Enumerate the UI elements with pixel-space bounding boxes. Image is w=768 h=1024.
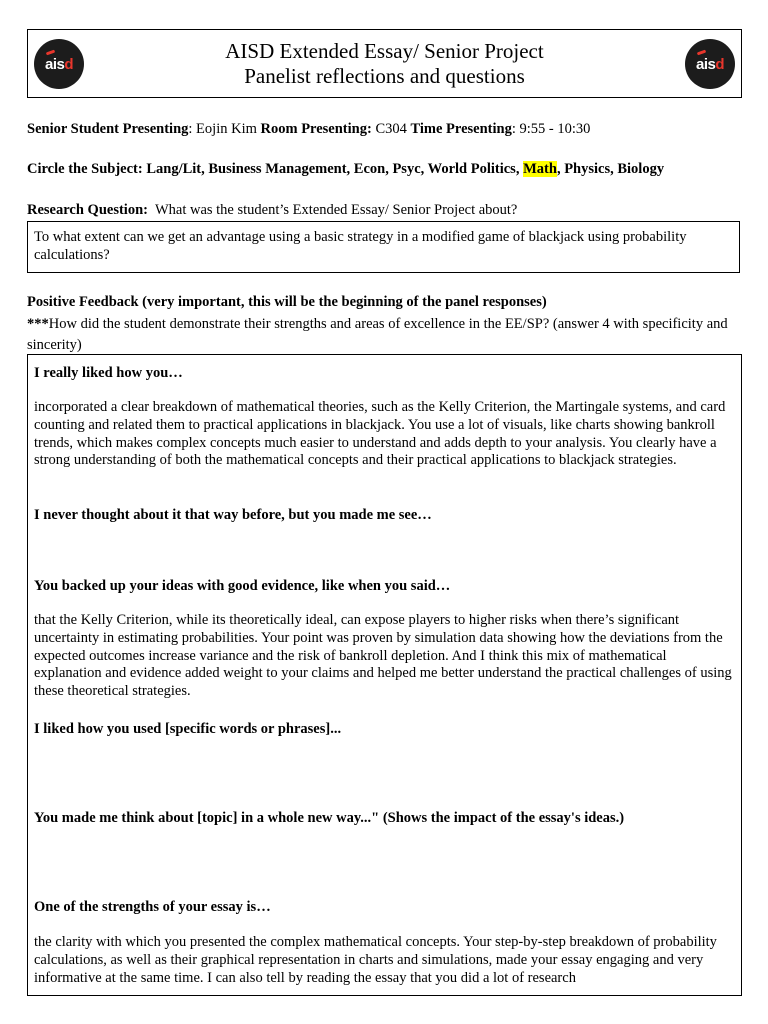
selected-subject: Math (523, 161, 557, 177)
aisd-logo-right (685, 39, 735, 89)
research-question-prompt: What was the student’s Extended Essay/ Senior Project about? (147, 202, 518, 218)
logo-text: ais (695, 55, 716, 73)
feedback-prompt: I never thought about it that way before, but you made me see… (34, 507, 432, 523)
header-box (27, 29, 742, 98)
time-label: Time Presenting (410, 121, 512, 137)
feedback-box (27, 354, 742, 996)
student-value: : Eojin Kim (188, 121, 261, 137)
feedback-response: that the Kelly Criterion, while its theoretically ideal, can expose players to higher risks when there’s significant uncertainty in estimating probabilities. Your point was proven by simulation data showing how the deviations from the expected outcomes increase variance and the risk of bankroll depletion. And I think this mix of mathematical explanation and evidence added weight to your claims and helped me better understand the practical challenges of using these theoretical strategies. (34, 612, 732, 700)
presenting-line (27, 120, 590, 138)
research-question-label: Research Question: (27, 202, 148, 218)
logo-text-accent: d (715, 55, 725, 73)
logo-text: ais (44, 55, 65, 73)
feedback-prompt: You backed up your ideas with good evidence, like when you said… (34, 578, 451, 594)
feedback-prompt: I really liked how you… (34, 365, 183, 381)
title-line-1: AISD Extended Essay/ Senior Project (225, 39, 544, 63)
research-answer: To what extent can we get an advantage using a basic strategy in a modified game of blackjack using probability calculations? (34, 229, 687, 263)
subject-line (27, 160, 664, 178)
room-value: C304 (371, 121, 411, 137)
title-line-2: Panelist reflections and questions (244, 64, 525, 88)
feedback-instructions (27, 314, 739, 356)
feedback-prompt: You made me think about [topic] in a whole new way..." (Shows the impact of the essay's ideas.) (34, 810, 625, 826)
note-stars: *** (27, 316, 49, 332)
research-answer-box (27, 221, 740, 273)
aisd-logo-left (34, 39, 84, 89)
feedback-response: the clarity with which you presented the complex mathematical concepts. Your step-by-step breakdown of probability calculations, as well as their graphical representation in charts and simulations, made your essay engaging and very informative at the same time. I can also tell by reading the essay that you did a lot of research (34, 934, 717, 986)
feedback-prompt: One of the strengths of your essay is… (34, 899, 271, 915)
note-text: How did the student demonstrate their strengths and areas of excellence in the EE/SP? (answer 4 with specificity and sincerity) (27, 316, 728, 353)
feedback-prompt: I liked how you used [specific words or phrases]... (34, 721, 342, 737)
logo-spark-icon (697, 49, 706, 55)
feedback-response: incorporated a clear breakdown of mathematical theories, such as the Kelly Criterion, the Martingale systems, and card counting and related them to practical applications in blackjack. You use a lot of visuals, like charts showing bankroll trends, which makes complex concepts much easier to understand and adds depth to your analysis. You clearly have a strong understanding of both the mathematical concepts and their practical applications to blackjack strategies. (34, 399, 726, 469)
feedback-heading: Positive Feedback (very important, this will be the beginning of the panel responses) (27, 294, 547, 310)
logo-spark-icon (46, 49, 55, 55)
page-title (118, 39, 651, 89)
time-value: : 9:55 - 10:30 (511, 121, 591, 137)
room-label: Room Presenting: (260, 121, 372, 137)
subject-options: Circle the Subject: Lang/Lit, Business Management, Econ, Psyc, World Politics, (27, 161, 524, 177)
logo-text-accent: d (64, 55, 74, 73)
student-label: Senior Student Presenting (27, 121, 189, 137)
subject-options-rest: , Physics, Biology (556, 161, 665, 177)
research-question-line (27, 201, 517, 219)
